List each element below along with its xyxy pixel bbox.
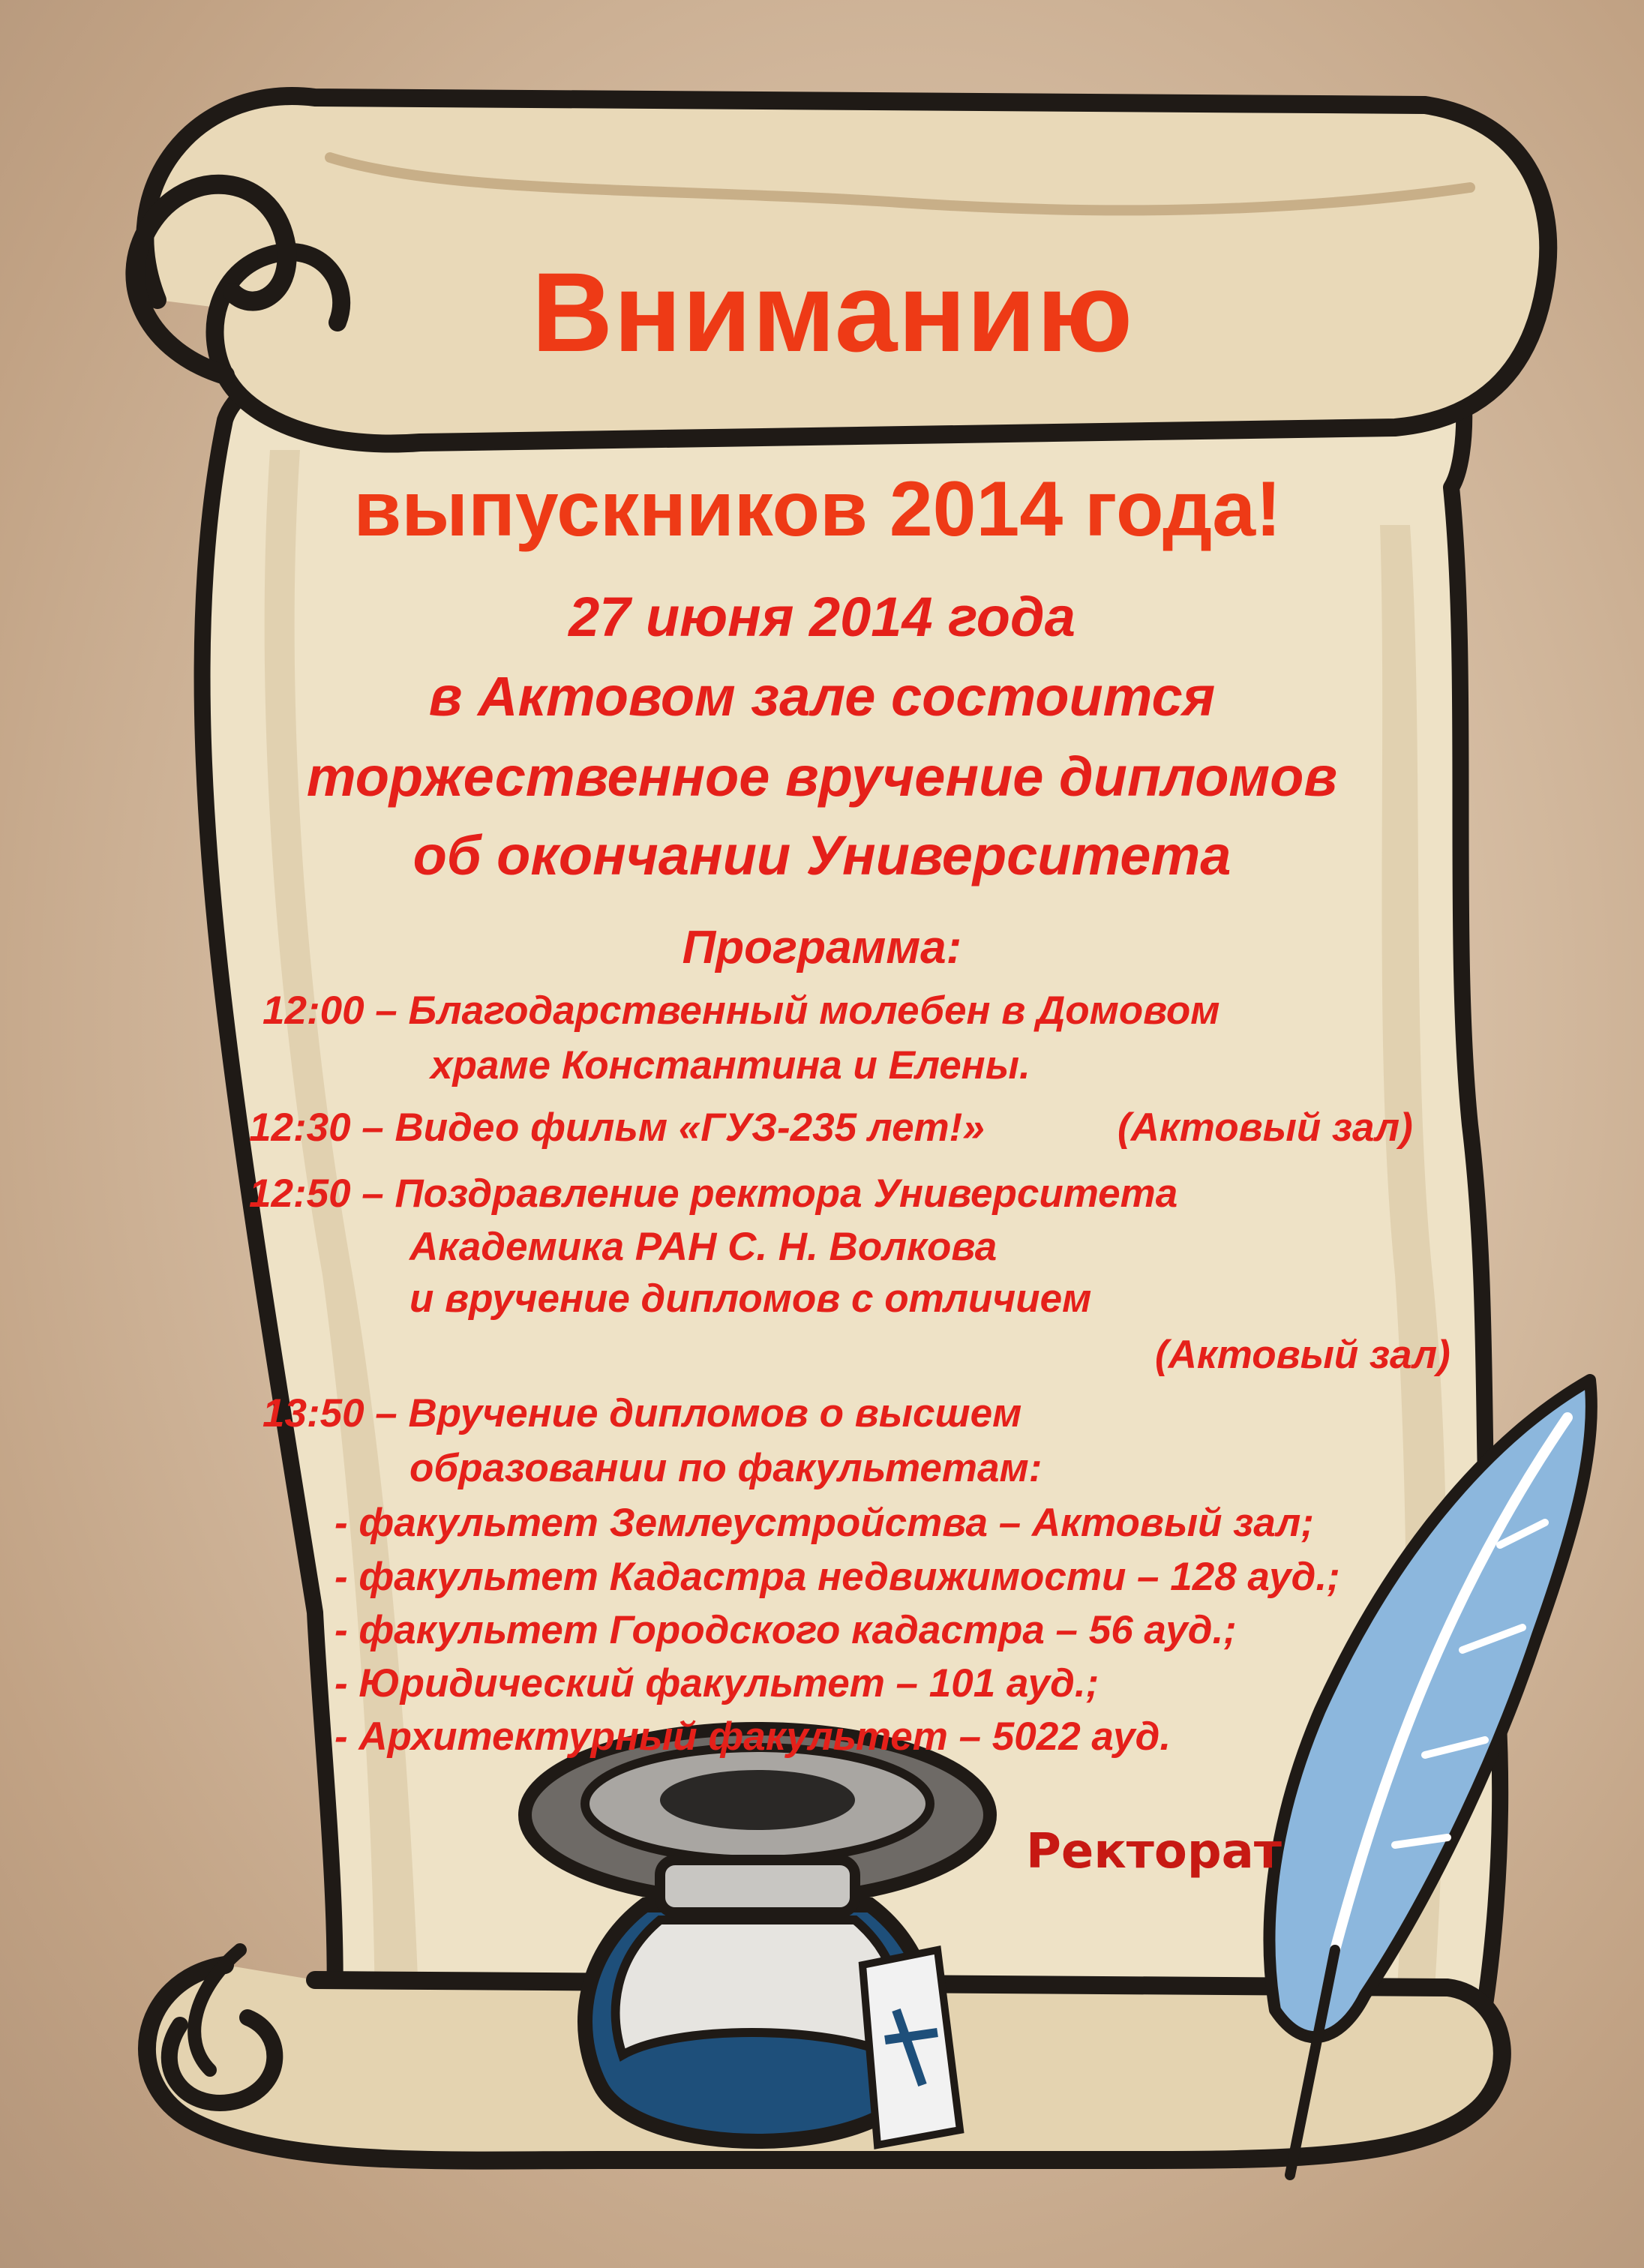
faculty-item-cadastre: - факультет Кадастра недвижимости – 128 ауд.; — [334, 1555, 1340, 1599]
program-item-1230: 12:30 – Видео фильм «ГУЗ-235 лет!» — [249, 1106, 985, 1150]
program-heading: Программа: — [682, 922, 962, 974]
faculty-item-city-cadastre: - факультет Городского кадастра – 56 ауд.; — [334, 1608, 1237, 1652]
program-item-1230-room: (Актовый зал) — [1118, 1106, 1413, 1150]
poster-title: Вниманию — [531, 249, 1134, 375]
faculty-item-land: - факультет Землеустройства – Актовый зал; — [334, 1501, 1315, 1545]
intro-line-date: 27 июня 2014 года — [568, 586, 1076, 648]
program-item-1350: 13:50 – Вручение дипломов о высшем — [262, 1391, 1022, 1436]
faculty-item-architecture: - Архитектурный факультет – 5022 ауд. — [334, 1714, 1172, 1759]
program-item-1250-room: (Актовый зал) — [1155, 1333, 1450, 1377]
program-item-1200-cont: храме Константина и Елены. — [430, 1043, 1030, 1088]
faculty-item-law: - Юридический факультет – 101 ауд.; — [334, 1661, 1100, 1706]
poster-subtitle: выпускников 2014 года! — [353, 466, 1282, 553]
intro-line-university: об окончании Университета — [412, 824, 1232, 886]
program-item-1250: 12:50 – Поздравление ректора Университета — [249, 1172, 1178, 1216]
program-item-1350-cont: образовании по факультетам: — [410, 1446, 1042, 1490]
intro-line-location: в Актовом зале состоится — [428, 665, 1216, 728]
intro-line-ceremony: торжественное вручение дипломов — [306, 746, 1338, 808]
program-item-1250-rector: Академика РАН С. Н. Волкова — [410, 1225, 998, 1269]
program-item-1250-honors: и вручение дипломов с отличием — [410, 1276, 1092, 1321]
signature-rectorate: Ректорат — [1026, 1824, 1282, 1880]
program-item-1200: 12:00 – Благодарственный молебен в Домовом — [262, 988, 1220, 1033]
